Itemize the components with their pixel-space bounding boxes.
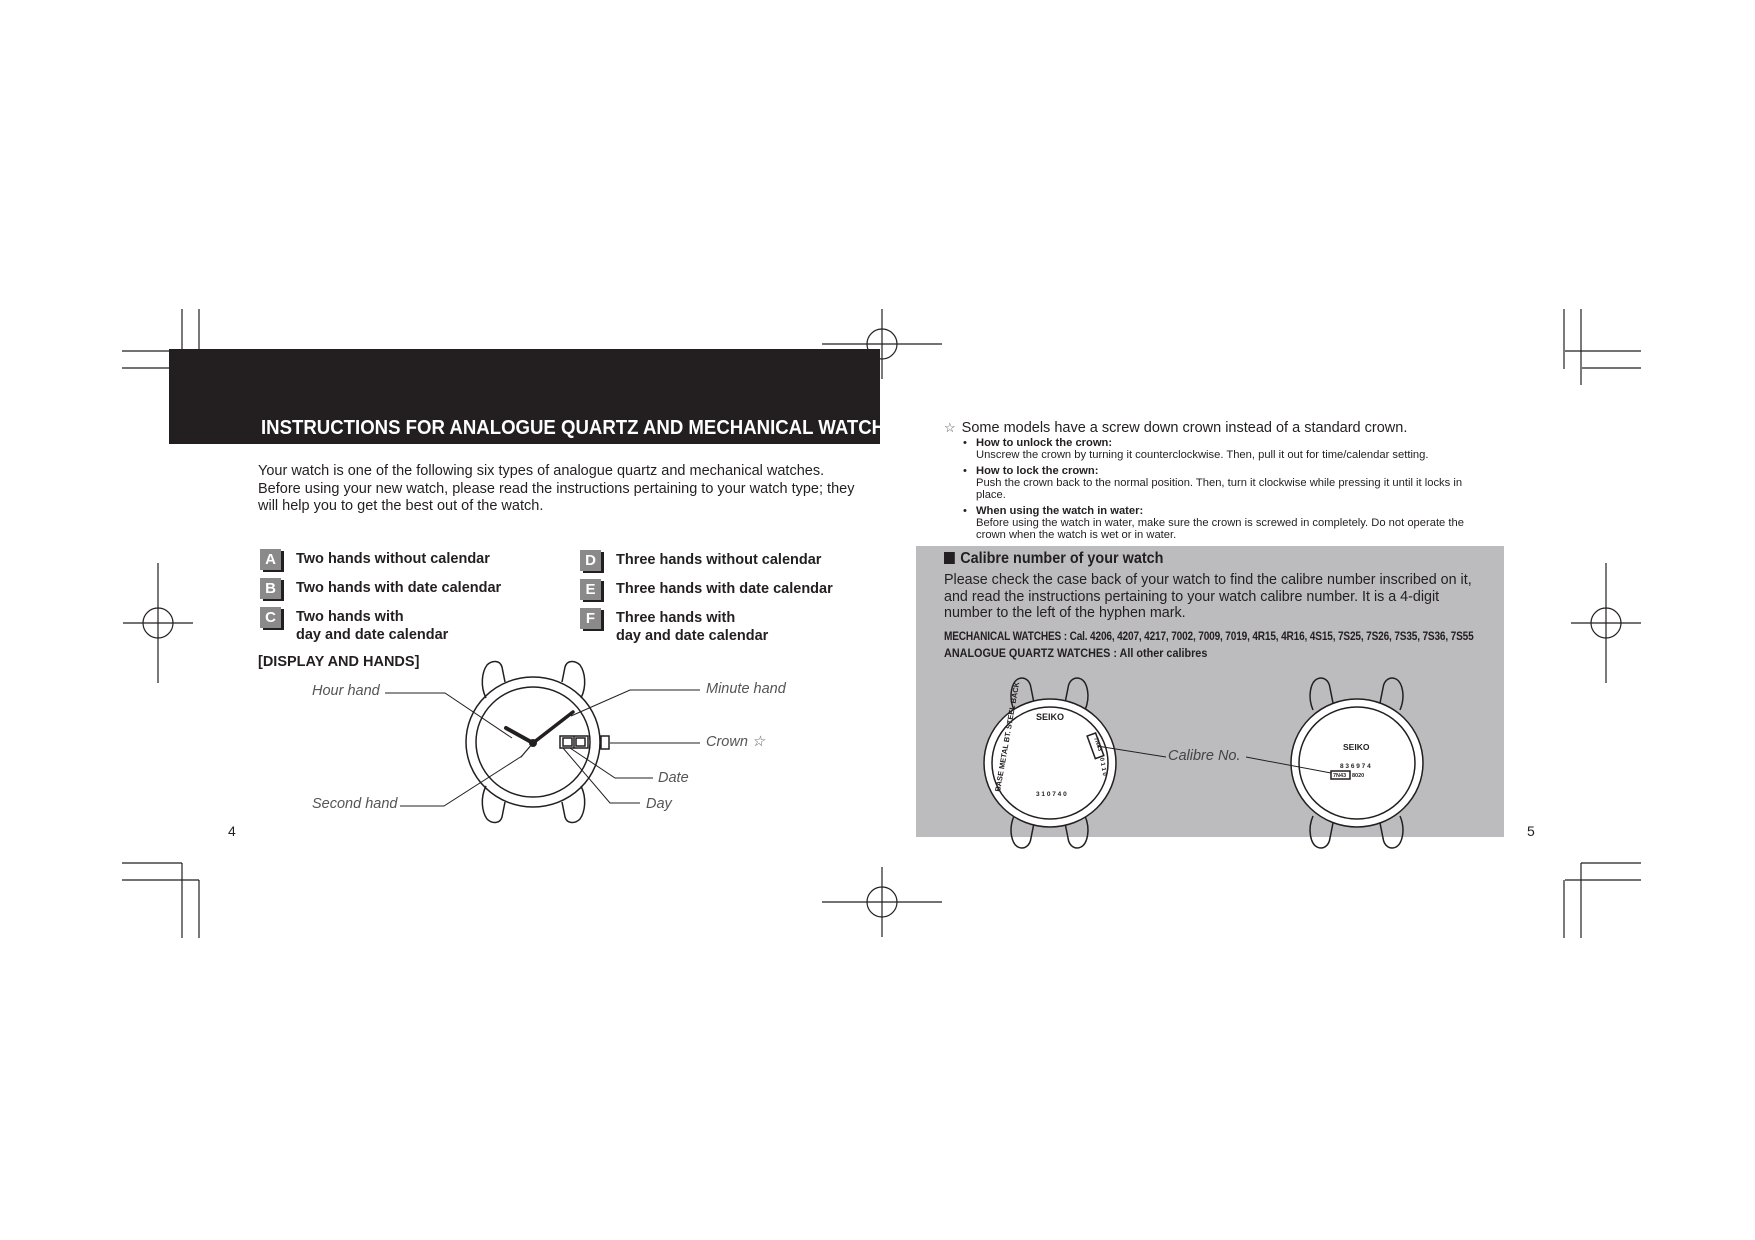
caseback-right-calibre: 7N43: [1333, 773, 1347, 779]
minute-hand-label: Minute hand: [706, 681, 786, 697]
crown-item-title: When using the watch in water:: [976, 505, 1144, 517]
bullet: •: [963, 437, 967, 449]
crown-label: Crown ☆: [706, 734, 765, 750]
crown-item-text: Push the crown back to the normal position. Then, turn it clockwise while pressing it until it locks in place.: [976, 477, 1463, 501]
crown-item-text: Unscrew the crown by turning it counterclockwise. Then, pull it out for time/calendar setting.: [976, 449, 1429, 461]
type-letter: F: [580, 608, 601, 629]
date-label: Date: [658, 770, 689, 786]
calibre-no-label: Calibre No.: [1168, 748, 1241, 764]
calibre-body: Please check the case back of your watch to find the calibre number inscribed on it, and read the instructions pertaining to your watch calibre number. It is a 4-digit number to the left of the hyphen mark.: [944, 572, 1472, 621]
caseback-right-serial: 8 3 6 9 7 4: [1340, 763, 1371, 770]
caseback-left-brand: SEIKO: [1036, 712, 1065, 722]
type-label: Three hands without calendar: [616, 552, 822, 568]
calibre-heading-text: Calibre number of your watch: [960, 550, 1164, 567]
hour-hand-label: Hour hand: [312, 683, 380, 699]
type-label-line2: day and date calendar: [616, 628, 769, 644]
type-label: Two hands with date calendar: [296, 580, 502, 596]
type-label-line1: Three hands with: [616, 610, 736, 626]
crown-item-title: How to lock the crown:: [976, 465, 1099, 477]
crown-item-title: How to unlock the crown:: [976, 437, 1113, 449]
type-letter: B: [260, 578, 281, 599]
caseback-left-ring-text: BASE METAL BT. STEEL BACK: [993, 681, 1022, 793]
bullet: •: [963, 505, 967, 517]
caseback-left-side-number: 0 1 1 0: [1098, 757, 1108, 777]
type-label-line1: Two hands with: [296, 609, 404, 625]
type-letter: A: [260, 549, 281, 570]
page-number-right: 5: [1527, 823, 1535, 839]
type-letter: D: [580, 550, 601, 571]
second-hand-label: Second hand: [312, 796, 398, 812]
page-number-left: 4: [228, 823, 236, 839]
bullet: •: [963, 465, 967, 477]
mechanical-watches-list: MECHANICAL WATCHES : Cal. 4206, 4207, 4217, 7002, 7009, 7019, 4R15, 4R16, 4S15, 7S25, 7S26, 7S35, 7S36, 7S55: [944, 629, 1474, 643]
caseback-left-calibre: 7N43: [1092, 736, 1103, 753]
type-label-line2: day and date calendar: [296, 627, 449, 643]
caseback-right-brand: SEIKO: [1343, 742, 1370, 752]
day-label: Day: [646, 796, 672, 812]
screw-down-crown-text: Some models have a screw down crown instead of a standard crown.: [961, 420, 1408, 436]
star-icon: ☆: [944, 420, 956, 435]
intro-paragraph: Your watch is one of the following six types of analogue quartz and mechanical watches. Before using your new watch, please read the instructions pertaining to your watch type; they will help you to get the best out of the watch.: [258, 463, 855, 514]
caseback-right-calibre-suffix: 8020: [1352, 773, 1365, 779]
display-and-hands-heading: [DISPLAY AND HANDS]: [258, 654, 420, 670]
type-letter: E: [580, 579, 601, 600]
page-title: INSTRUCTIONS FOR ANALOGUE QUARTZ AND MECHANICAL WATCHES: [261, 417, 910, 439]
quartz-watches-note: ANALOGUE QUARTZ WATCHES : All other calibres: [944, 646, 1208, 660]
caseback-left-serial: 3 1 0 7 4 0: [1036, 791, 1067, 798]
crown-item-text: Before using the watch in water, make sure the crown is screwed in completely. Do not operate the crown when the watch is wet or in water.: [976, 517, 1464, 541]
type-label: Three hands with date calendar: [616, 581, 833, 597]
type-label: Two hands without calendar: [296, 551, 490, 567]
type-letter: C: [260, 607, 281, 628]
